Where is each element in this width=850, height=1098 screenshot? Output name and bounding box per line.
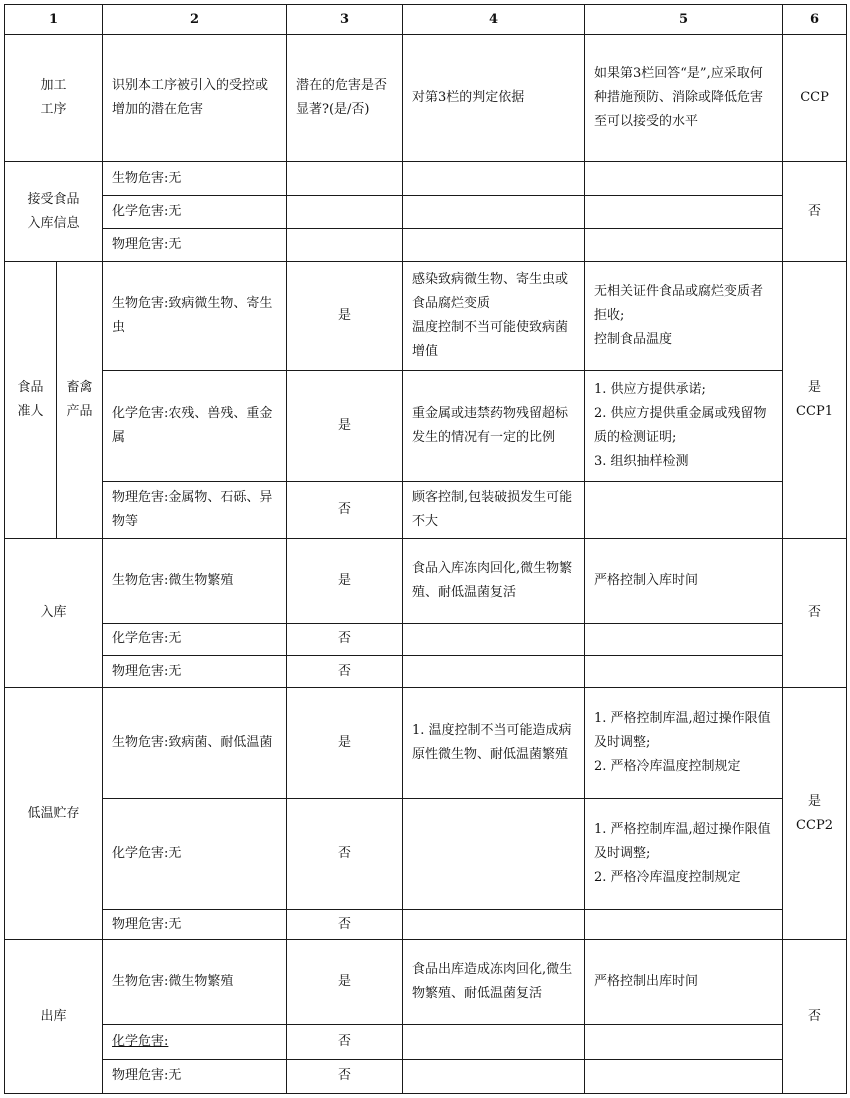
header-significance: 潜在的危害是否显著?(是/否) bbox=[287, 35, 403, 162]
ccp-cell: 否 bbox=[783, 538, 847, 687]
hazard-cell: 物理危害:无 bbox=[103, 655, 287, 687]
hazard-cell: 生物危害:无 bbox=[103, 162, 287, 195]
step-cold-storage: 低温贮存 bbox=[5, 688, 103, 940]
table-row bbox=[5, 371, 847, 482]
hazard-cell: 生物危害:微生物繁殖 bbox=[103, 538, 287, 623]
measures-cell bbox=[585, 482, 783, 539]
column-number-row bbox=[5, 5, 847, 35]
substep-livestock-products: 畜禽 产品 bbox=[57, 262, 103, 539]
hazard-cell: 化学危害: bbox=[103, 1025, 287, 1059]
measures-cell: 1. 严格控制库温,超过操作限值及时调整; 2. 严格冷库温度控制规定 bbox=[585, 688, 783, 799]
significance-cell bbox=[287, 195, 403, 228]
measures-cell bbox=[585, 1059, 783, 1093]
table-row bbox=[5, 623, 847, 655]
hazard-cell: 物理危害:无 bbox=[103, 910, 287, 940]
basis-cell: 1. 温度控制不当可能造成病原性微生物、耐低温菌繁殖 bbox=[403, 688, 585, 799]
header-ccp: CCP bbox=[783, 35, 847, 162]
basis-cell bbox=[403, 229, 585, 262]
basis-cell bbox=[403, 1059, 585, 1093]
measures-cell: 1. 供应方提供承诺; 2. 供应方提供重金属或残留物质的检测证明; 3. 组织抽样检测 bbox=[585, 371, 783, 482]
significance-cell bbox=[287, 162, 403, 195]
hazard-cell: 化学危害:无 bbox=[103, 195, 287, 228]
hazard-cell: 化学危害:无 bbox=[103, 799, 287, 910]
significance-cell: 是 bbox=[287, 371, 403, 482]
table-row bbox=[5, 262, 847, 371]
significance-cell: 否 bbox=[287, 1059, 403, 1093]
basis-cell bbox=[403, 623, 585, 655]
measures-cell bbox=[585, 229, 783, 262]
hazard-cell: 化学危害:农残、兽残、重金属 bbox=[103, 371, 287, 482]
hazard-analysis-table bbox=[4, 4, 847, 1094]
header-hazard-identification: 识别本工序被引入的受控或增加的潜在危害 bbox=[103, 35, 287, 162]
header-process-step: 加工 工序 bbox=[5, 35, 103, 162]
table-row bbox=[5, 538, 847, 623]
measures-cell: 1. 严格控制库温,超过操作限值及时调整; 2. 严格冷库温度控制规定 bbox=[585, 799, 783, 910]
column-number: 1 bbox=[5, 5, 103, 35]
table-row bbox=[5, 162, 847, 195]
table-row bbox=[5, 655, 847, 687]
significance-cell: 是 bbox=[287, 688, 403, 799]
basis-cell bbox=[403, 910, 585, 940]
basis-cell bbox=[403, 162, 585, 195]
measures-cell bbox=[585, 1025, 783, 1059]
significance-cell bbox=[287, 229, 403, 262]
measures-cell bbox=[585, 655, 783, 687]
table-row bbox=[5, 482, 847, 539]
measures-cell bbox=[585, 623, 783, 655]
table-row bbox=[5, 799, 847, 910]
hazard-cell: 物理危害:无 bbox=[103, 1059, 287, 1093]
measures-cell: 严格控制入库时间 bbox=[585, 538, 783, 623]
hazard-cell: 化学危害:无 bbox=[103, 623, 287, 655]
column-number: 6 bbox=[783, 5, 847, 35]
table-row bbox=[5, 195, 847, 228]
column-number: 2 bbox=[103, 5, 287, 35]
step-storage-out: 出库 bbox=[5, 940, 103, 1094]
significance-cell: 否 bbox=[287, 799, 403, 910]
ccp-cell: 否 bbox=[783, 162, 847, 262]
table-row bbox=[5, 688, 847, 799]
hazard-cell: 物理危害:金属物、石砾、异物等 bbox=[103, 482, 287, 539]
hazard-cell: 生物危害:微生物繁殖 bbox=[103, 940, 287, 1025]
significance-cell: 是 bbox=[287, 940, 403, 1025]
step-receive-info: 接受食品 入库信息 bbox=[5, 162, 103, 262]
basis-cell bbox=[403, 799, 585, 910]
basis-cell: 重金属或违禁药物残留超标发生的情况有一定的比例 bbox=[403, 371, 585, 482]
basis-cell: 食品入库冻肉回化,微生物繁殖、耐低温菌复活 bbox=[403, 538, 585, 623]
measures-cell bbox=[585, 910, 783, 940]
table-row bbox=[5, 1025, 847, 1059]
column-number: 5 bbox=[585, 5, 783, 35]
hazard-cell: 生物危害:致病微生物、寄生虫 bbox=[103, 262, 287, 371]
column-number: 4 bbox=[403, 5, 585, 35]
step-storage-in: 入库 bbox=[5, 538, 103, 687]
significance-cell: 是 bbox=[287, 262, 403, 371]
basis-cell bbox=[403, 195, 585, 228]
table-row bbox=[5, 940, 847, 1025]
hazard-cell: 物理危害:无 bbox=[103, 229, 287, 262]
hazard-cell: 生物危害:致病菌、耐低温菌 bbox=[103, 688, 287, 799]
significance-cell: 否 bbox=[287, 482, 403, 539]
measures-cell: 无相关证件食品或腐烂变质者拒收; 控制食品温度 bbox=[585, 262, 783, 371]
header-basis: 对第3栏的判定依据 bbox=[403, 35, 585, 162]
basis-cell: 食品出库造成冻肉回化,微生物繁殖、耐低温菌复活 bbox=[403, 940, 585, 1025]
ccp-cell: 是 CCP1 bbox=[783, 262, 847, 539]
table-row bbox=[5, 910, 847, 940]
ccp-cell: 否 bbox=[783, 940, 847, 1094]
basis-cell bbox=[403, 655, 585, 687]
significance-cell: 否 bbox=[287, 655, 403, 687]
table-row bbox=[5, 229, 847, 262]
significance-cell: 是 bbox=[287, 538, 403, 623]
step-food-admission: 食品 准人 bbox=[5, 262, 57, 539]
header-control-measures: 如果第3栏回答“是”,应采取何种措施预防、消除或降低危害至可以接受的水平 bbox=[585, 35, 783, 162]
header-row bbox=[5, 35, 847, 162]
measures-cell bbox=[585, 162, 783, 195]
significance-cell: 否 bbox=[287, 1025, 403, 1059]
measures-cell: 严格控制出库时间 bbox=[585, 940, 783, 1025]
column-number: 3 bbox=[287, 5, 403, 35]
ccp-cell: 是 CCP2 bbox=[783, 688, 847, 940]
table-row bbox=[5, 1059, 847, 1093]
basis-cell: 顾客控制,包装破损发生可能不大 bbox=[403, 482, 585, 539]
significance-cell: 否 bbox=[287, 910, 403, 940]
measures-cell bbox=[585, 195, 783, 228]
basis-cell bbox=[403, 1025, 585, 1059]
basis-cell: 感染致病微生物、寄生虫或食品腐烂变质 温度控制不当可能使致病菌增值 bbox=[403, 262, 585, 371]
significance-cell: 否 bbox=[287, 623, 403, 655]
